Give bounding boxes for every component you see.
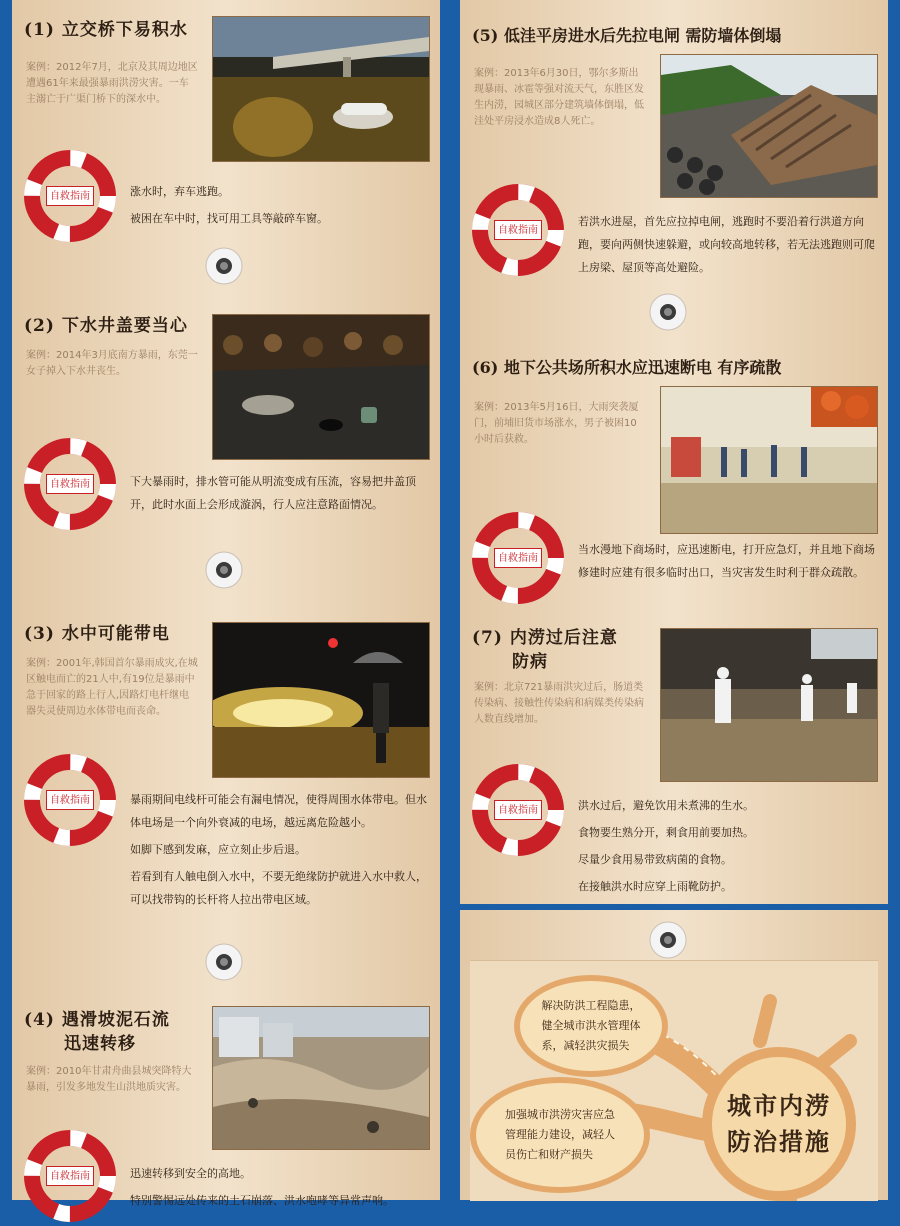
tip-line: 迅速转移到安全的高地。: [130, 1167, 251, 1180]
center-title-line1: 城市内涝: [727, 1091, 831, 1120]
bubble-line: 加强城市洪涝灾害应急: [505, 1108, 615, 1121]
tips: [578, 794, 878, 902]
camera-lens-pin-icon: [204, 942, 244, 982]
camera-lens-pin-icon: [204, 550, 244, 590]
case-text: 案例：2010年甘肃舟曲县城突降特大暴雨，引发多地发生山洪地质灾害。: [26, 1066, 192, 1093]
tip-line: 洪水过后，避免饮用未煮沸的生水。: [578, 799, 754, 812]
section-electrified-water: [12, 600, 440, 980]
section-landslide: [12, 980, 440, 1207]
photo-flooded-underpass: [212, 16, 430, 162]
bubble-line: 管理能力建设，减轻人: [505, 1128, 615, 1141]
section-title: (1) 立交桥下易积水: [24, 20, 188, 40]
lifebuoy-icon: [472, 512, 564, 604]
badge-label: 自救指南: [494, 220, 542, 240]
badge-label: 自救指南: [494, 548, 542, 568]
tip-line: 尽量少食用易带致病菌的食物。: [578, 853, 732, 866]
case-text: 案例：2001年,韩国首尔暴雨成灾,在城区触电而亡的21人中,有19位是暴雨中急于回家的路上行人,因路灯电杆继电器失灵使周边水体带电而丧命。: [26, 658, 198, 717]
tip-line: 若洪水进屋，首先应拉掉电闸，逃跑时不要沿着行洪道方向跑，要向两侧快速躲避，或向较高地转移，若无法逃跑则可爬上房梁、屋顶等高处避险。: [578, 215, 875, 274]
photo-collapsed-house: [660, 54, 878, 198]
camera-lens-pin-icon: [648, 292, 688, 332]
summary-panel: [470, 960, 878, 1201]
case-text: 案例：北京721暴雨洪灾过后，肠道类传染病、接触性传染病和病媒类传染病人数直线增加。: [474, 682, 644, 725]
tip-line: 如脚下感到发麻，应立刻止步后退。: [130, 843, 306, 856]
tip-line: 若看到有人触电倒入水中，不要无绝缘防护就进入水中救人，可以找带钩的长杆将人拉出带电区域。: [130, 870, 427, 906]
tip-line: 特别警惕远处传来的土石崩落、洪水咆哮等异常声响。: [130, 1194, 394, 1207]
section-title: (2) 下水井盖要当心: [24, 316, 188, 336]
tip-line: 在接触洪水时应穿上雨靴防护。: [578, 880, 732, 893]
tip-line: 食物要生熟分开，剩食用前要加热。: [578, 826, 754, 839]
lifebuoy-icon: [24, 1130, 116, 1222]
section-manhole: [12, 290, 440, 600]
tip-line: 被困在车中时，找可用工具等敲碎车窗。: [130, 212, 328, 225]
tips: [578, 538, 878, 588]
lifebuoy-icon: [24, 438, 116, 530]
tip-line: 暴雨期间电线杆可能会有漏电情况，使得周围水体带电。但水体电场是一个向外衰减的电场，越远离危险越小。: [130, 793, 427, 829]
left-column: [12, 0, 440, 1207]
summary-center-title: [702, 1047, 856, 1201]
section-title: (5) 低洼平房进水后先拉电闸 需防墙体倒塌: [472, 26, 782, 45]
section-title: (3) 水中可能带电: [24, 624, 170, 644]
lifebuoy-icon: [472, 764, 564, 856]
bubble-line: 系，减轻洪灾损失: [541, 1039, 630, 1052]
photo-electrified-water: [212, 622, 430, 778]
photo-flooded-market: [660, 386, 878, 534]
camera-lens-pin-icon: [648, 920, 688, 960]
bubble-line: 健全城市洪水管理体: [541, 1019, 641, 1032]
section-post-flood-disease: [460, 612, 888, 904]
lifebuoy-icon: [24, 754, 116, 846]
tips: [130, 470, 430, 520]
section-title-line2: 防病: [512, 652, 548, 672]
tip-line: 下大暴雨时，排水管可能从明流变成有压流，容易把井盖顶开，此时水面上会形成漩涡，行人应注意路面情况。: [130, 475, 416, 511]
camera-lens-pin-icon: [204, 246, 244, 286]
summary-section: [460, 910, 888, 1200]
bubble-line: 解决防洪工程隐患，: [541, 999, 641, 1012]
tip-line: 当水漫地下商场时，应迅速断电，打开应急灯，并且地下商场修建时应建有很多临时出口，当灾害发生时利于群众疏散。: [578, 543, 875, 579]
section-title-line1: (4) 遇滑坡泥石流: [24, 1010, 170, 1030]
photo-mudslide: [212, 1006, 430, 1150]
tip-line: 涨水时，弃车逃跑。: [130, 185, 229, 198]
summary-bubble-engineering: [514, 975, 668, 1077]
tips: [130, 1162, 430, 1216]
case-text: 案例：2013年5月16日，大雨突袭厦门，前埔旧货市场涨水，男子被困10小时后获救。: [474, 402, 639, 445]
section-title-line2: 迅速转移: [64, 1034, 136, 1054]
section-title-line1: (7) 内涝过后注意: [472, 628, 618, 648]
case-text: 案例：2013年6月30日，鄂尔多斯出现暴雨、冰雹等强对流天气，东胜区发生内涝，园城区部分建筑墙体倒塌，低洼处平房浸水造成8人死亡。: [474, 68, 644, 127]
summary-bubble-emergency: [470, 1077, 650, 1193]
lifebuoy-icon: [24, 150, 116, 242]
section-overpass: [12, 0, 440, 290]
section-title: (6) 地下公共场所积水应迅速断电 有序疏散: [472, 358, 782, 377]
center-title-line2: 防治措施: [727, 1127, 831, 1156]
bubble-line: 员伤亡和财产损失: [505, 1148, 593, 1161]
tips: [130, 788, 430, 915]
lifebuoy-icon: [472, 184, 564, 276]
badge-label: 自救指南: [46, 790, 94, 810]
case-text: 案例：2012年7月，北京及其周边地区遭遇61年来最强暴雨洪涝灾害。一车主溺亡于广渠门桥下的深水中。: [26, 62, 198, 105]
photo-disinfection-workers: [660, 628, 878, 782]
badge-label: 自救指南: [46, 186, 94, 206]
section-underground-space: [460, 340, 888, 610]
badge-label: 自救指南: [46, 474, 94, 494]
photo-open-manhole: [212, 314, 430, 460]
tips: [578, 210, 878, 283]
case-text: 案例：2014年3月底南方暴雨，东莞一女子掉入下水井丧生。: [26, 350, 198, 377]
right-column: [460, 0, 888, 904]
tips: [130, 180, 430, 234]
badge-label: 自救指南: [46, 1166, 94, 1186]
section-low-lying-house: [460, 0, 888, 320]
badge-label: 自救指南: [494, 800, 542, 820]
